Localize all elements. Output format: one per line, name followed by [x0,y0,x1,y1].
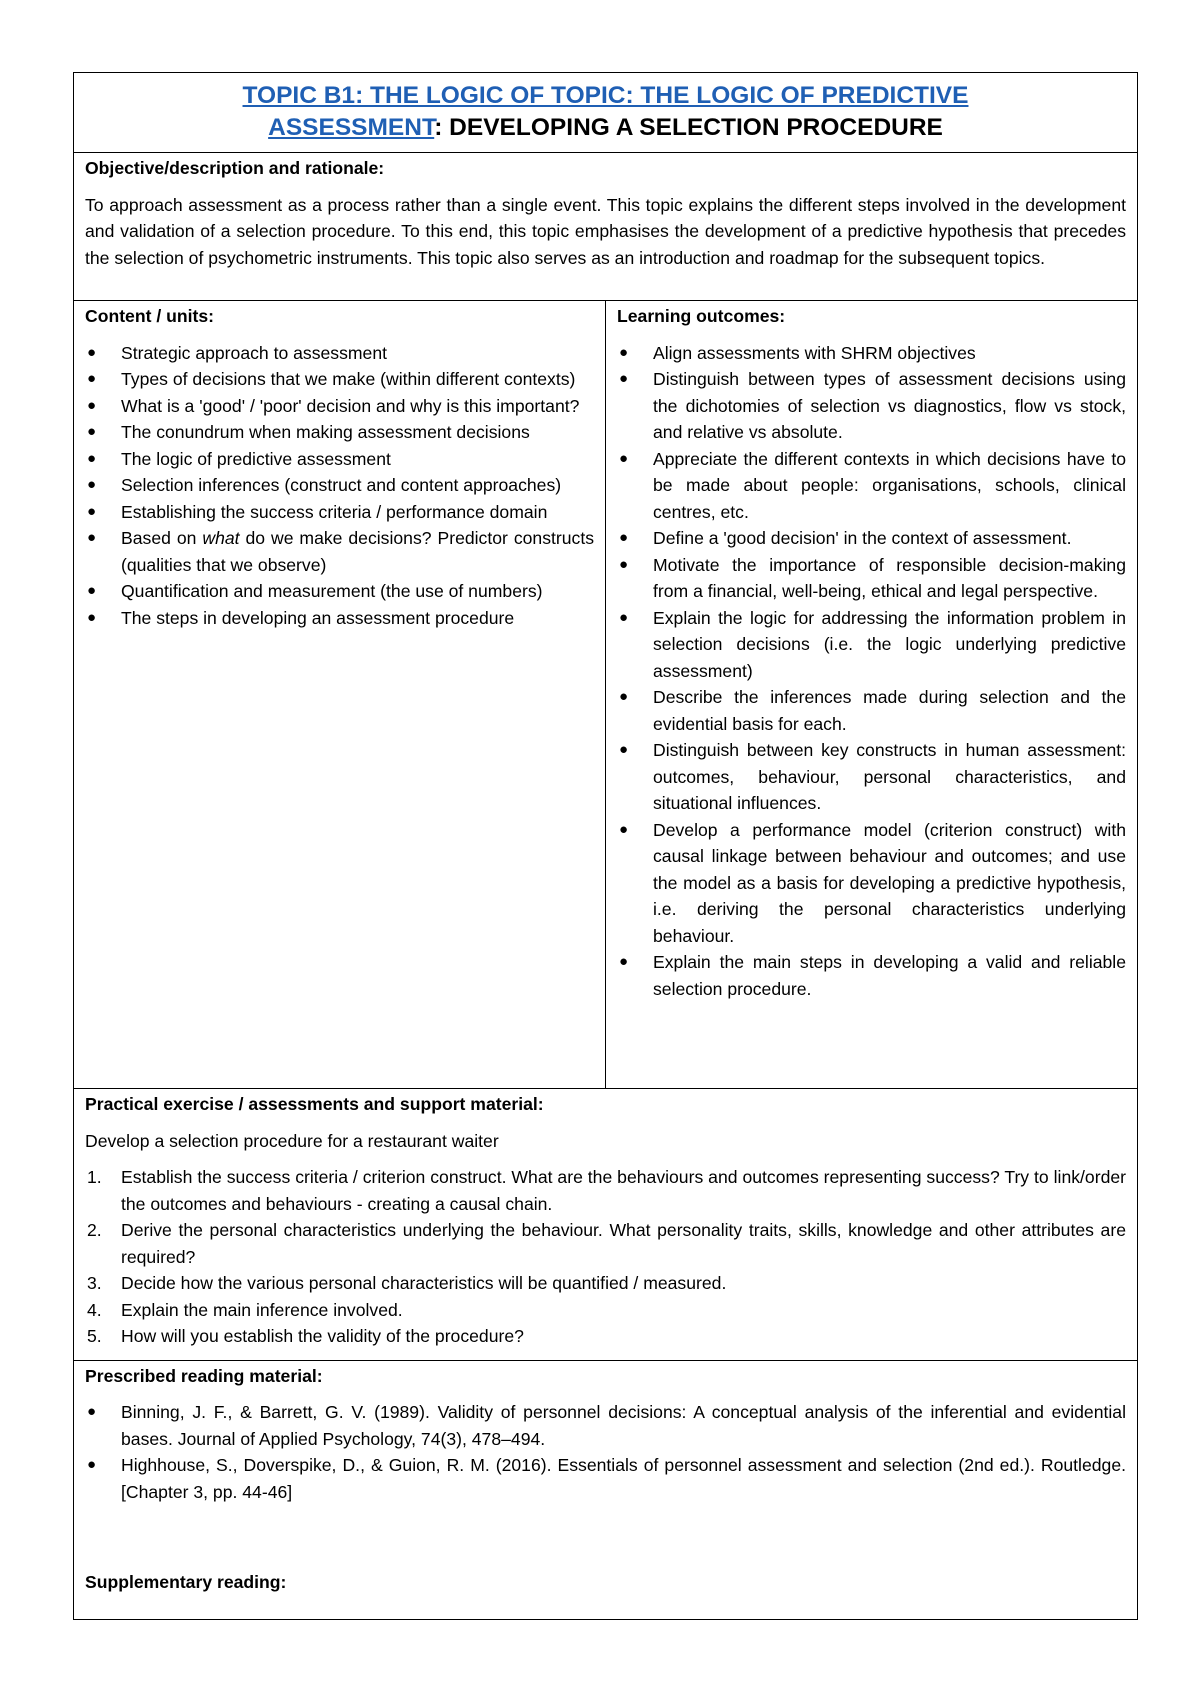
list-item: ● Strategic approach to assessment [85,340,594,367]
bullet-icon: ● [619,449,629,467]
bullet-icon: ● [87,449,97,467]
bullet-icon: ● [87,343,97,361]
list-item: ● Types of decisions that we make (within different contexts) [85,366,594,393]
list-item: 3. Decide how the various personal characteristics will be quantified / measured. [87,1273,727,1293]
list-item: 4. Explain the main inference involved. [87,1299,403,1320]
practical-cell [74,1089,1138,1361]
list-item: ● Appreciate the different contexts in which decisions have to be made about people: organisations, schools, clinical centres, etc. [617,446,1126,526]
list-item: 2. Derive the personal characteristics underlying the behaviour. What personality traits, skills, knowledge and other attributes are required? [87,1220,1126,1267]
bullet-icon: ● [619,608,629,626]
practical-row [74,1089,1138,1361]
list-item: ● Quantification and measurement (the use of numbers) [85,578,594,605]
bullet-icon: ● [87,476,97,493]
objective-label: Objective/description and rationale: [85,158,385,178]
bullet-icon: ● [87,582,97,599]
bullet-icon: ● [87,608,97,626]
objective-text: To approach assessment as a process rather than a single event. This topic explains the different steps involved in the development and validation of a selection procedure. To this end, this topic emphasises the development of a predictive hypothesis that precedes the selection of psychometric instruments. This topic also serves as an introduction and roadmap for the subsequent topics. [85,194,1126,268]
bullet-icon: ● [619,688,629,705]
list-item: ● Explain the logic for addressing the information problem in selection decisions (i.e. the logic underlying predictive assessment) [617,605,1126,685]
title-row [74,73,1138,153]
content-outcomes-row [74,301,1138,1089]
practical-label: Practical exercise / assessments and support material: [85,1094,544,1114]
list-item: ● Binning, J. F., & Barrett, G. V. (1989). Validity of personnel decisions: A conceptual analysis of the inferential and evidential bases. Journal of Applied Psychology, 74(3), 478–494. [85,1399,1126,1452]
bullet-icon: ● [619,370,629,387]
content-cell [74,301,606,1089]
practical-intro: Develop a selection procedure for a restaurant waiter [85,1130,499,1151]
list-item: ● Align assessments with SHRM objectives [617,340,1126,367]
bullet-icon: ● [619,953,629,970]
bullet-icon: ● [87,1456,97,1473]
bullet-icon: ● [619,555,629,573]
outcomes-list [617,340,1126,1003]
supplementary-label: Supplementary reading: [85,1572,287,1592]
list-item: ● Establishing the success criteria / performance domain [85,499,594,526]
topic-table [73,72,1138,1620]
list-item: ● The conundrum when making assessment decisions [85,419,594,446]
title-link-assessment[interactable]: ASSESSMENT [268,114,435,141]
list-item: ● Develop a performance model (criterion construct) with causal linkage between behaviour and outcomes; and use the model as a basis for developing a predictive hypothesis, i.e. deriving the personal characteristics underlying behaviour. [617,817,1126,950]
list-item: ● Define a 'good decision' in the context of assessment. [617,525,1126,552]
reading-cell [74,1360,1138,1619]
list-item: ● Distinguish between key constructs in human assessment: outcomes, behaviour, personal characteristics, and situational influences. [617,737,1126,817]
list-item: ● The logic of predictive assessment [85,446,594,473]
bullet-icon: ● [87,1403,97,1420]
outcomes-label: Learning outcomes: [617,306,786,326]
bullet-icon: ● [87,502,97,520]
reading-row [74,1360,1138,1619]
list-item: ● Describe the inferences made during selection and the evidential basis for each. [617,684,1126,737]
list-item: ● Highhouse, S., Doverspike, D., & Guion, R. M. (2016). Essentials of personnel assessment and selection (2nd ed.). Routledge. [Chapter 3, pp. 44-46] [85,1452,1126,1505]
practical-steps [85,1164,1126,1350]
list-item: ● Based on what do we make decisions? Predictor constructs (qualities that we observe) [85,525,594,578]
reading-list [85,1399,1126,1505]
list-item: ● Distinguish between types of assessment decisions using the dichotomies of selection vs diagnostics, flow vs stock, and relative vs absolute. [617,366,1126,446]
bullet-icon: ● [619,741,629,758]
content-list [85,340,594,632]
bullet-icon: ● [87,423,97,440]
list-item: 5. How will you establish the validity of the procedure? [87,1326,524,1346]
page-title-line-2 [84,112,1127,144]
list-item: 1. Establish the success criteria / criterion construct. What are the behaviours and outcomes representing success? Try to link/order the outcomes and behaviours - creating a causal chain. [87,1167,1126,1214]
list-item: ● Selection inferences (construct and content approaches) [85,472,594,499]
title-rest: : DEVELOPING A SELECTION PROCEDURE [434,114,943,141]
list-item: ● Explain the main steps in developing a valid and reliable selection procedure. [617,949,1126,1002]
list-item: ● The steps in developing an assessment procedure [85,605,594,632]
title-link-part1[interactable]: TOPIC B1: THE LOGIC OF TOPIC: THE LOGIC OF PREDICTIVE [242,82,969,109]
bullet-icon: ● [87,529,97,546]
content-label: Content / units: [85,306,214,326]
bullet-icon: ● [619,343,629,361]
list-item: ● What is a 'good' / 'poor' decision and why is this important? [85,393,594,420]
reading-label: Prescribed reading material: [85,1365,323,1386]
page-title-line-1 [84,80,1127,112]
outcomes-cell [606,301,1138,1089]
bullet-icon: ● [619,529,629,546]
bullet-icon: ● [87,396,97,414]
bullet-icon: ● [87,370,97,387]
bullet-icon: ● [619,820,629,838]
list-item: ● Motivate the importance of responsible decision-making from a financial, well-being, ethical and legal perspective. [617,552,1126,605]
title-cell [74,73,1138,153]
objective-row [74,153,1138,301]
objective-cell [74,153,1138,301]
